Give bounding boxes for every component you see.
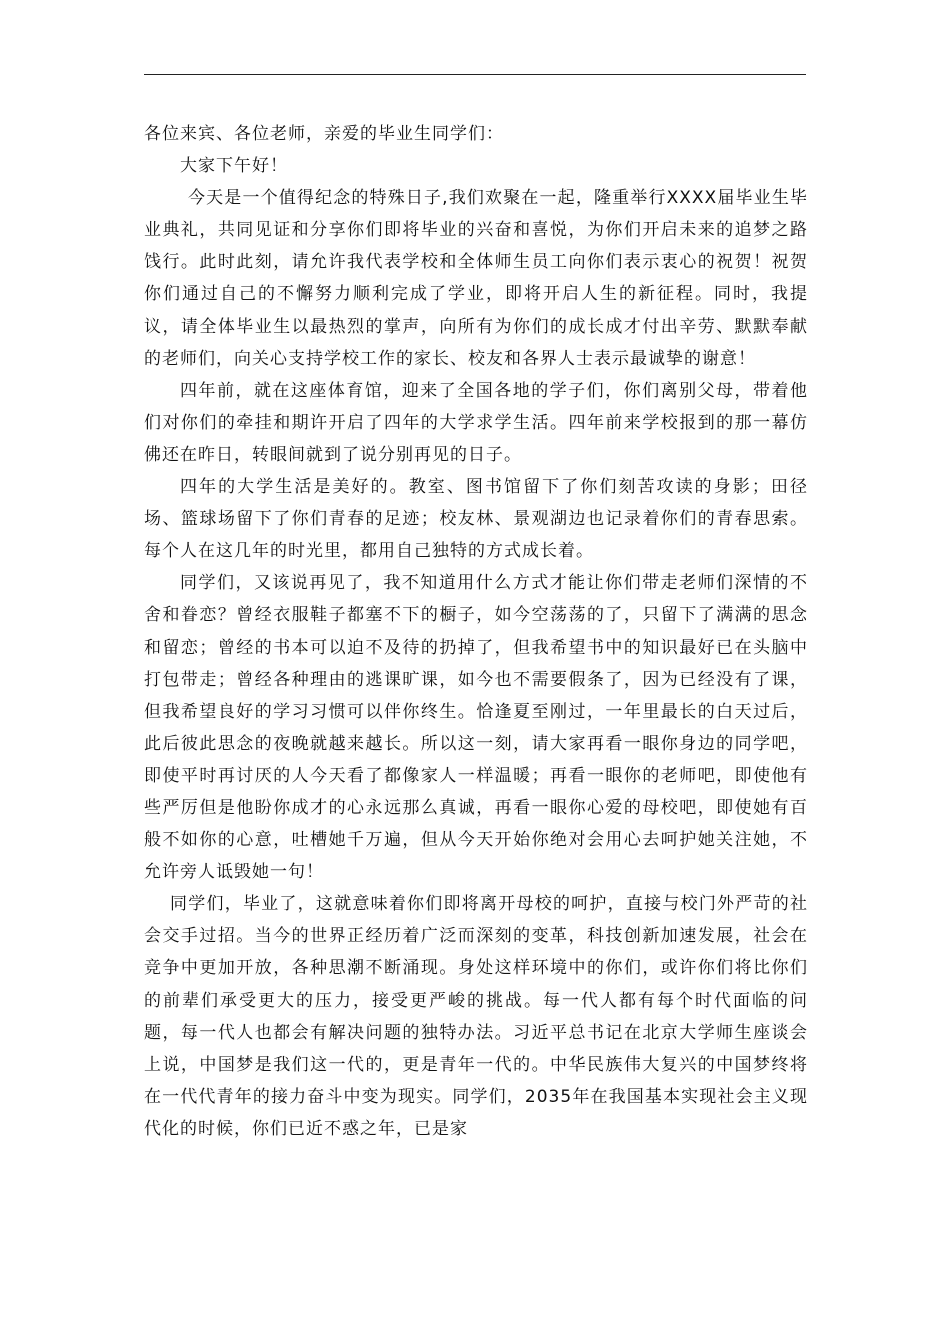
salutation: 各位来宾、各位老师，亲爱的毕业生同学们： (144, 124, 504, 144)
greeting: 大家下午好！ (180, 156, 288, 177)
paragraph-farewell: 同学们，又该说再见了，我不知道用什么方式才能让你们带走老师们深情的不舍和眷恋？曾经衣服鞋子都塞不下的橱子，如今空荡荡的了，只留下了满满的思念和留恋；曾经的书本可以迫不及待的扔掉了，但我希望书中的知识最好已在头脑中打包带走；曾经各种理由的逃课旷课，如今也不需要假条了，因为已经没有了课，但我希望良好的学习习惯可以伴你终生。恰逢夏至刚过，一年里最长的白天过后，此后彼此思念的夜晚就越来越长。所以这一刻，请大家再看一眼你身边的同学吧，即使平时再讨厌的人今天看了都像家人一样温暖；再看一眼你的老师吧，即使他有些严厉但是他盼你成才的心永远那么真诚，再看一眼你心爱的母校吧，即使她有百般不如你的心意，吐槽她千万遍，但从今天开始你绝对会用心去呵护她关注她，不允许旁人诋毁她一句！ (144, 573, 808, 883)
paragraph-four-years-ago: 四年前，就在这座体育馆，迎来了全国各地的学子们，你们离别父母，带着他们对你们的牵挂和期许开启了四年的大学求学生活。四年前来学校报到的那一幕仿佛还在昨日，转眼间就到了说分别再见的日子。 (144, 380, 808, 465)
paragraph-campus-life: 四年的大学生活是美好的。教室、图书馆留下了你们刻苦攻读的身影；田径场、篮球场留下了你们青春的足迹；校友林、景观湖边也记录着你们的青春思索。每个人在这几年的时光里，都用自己独特的方式成长着。 (144, 477, 808, 562)
paragraph-society: 同学们，毕业了，这就意味着你们即将离开母校的呵护，直接与校门外严苛的社会交手过招。当今的世界正经历着广泛而深刻的变革，科技创新加速发展，社会在竞争中更加开放，各种思潮不断涌现。身处这样环境中的你们，或许你们将比你们的前辈们承受更大的压力，接受更严峻的挑战。每一代人都有每个时代面临的问题，每一代人也都会有解决问题的独特办法。习近平总书记在北京大学师生座谈会上说，中国梦是我们这一代的，更是青年一代的。中华民族伟大复兴的中国梦终将在一代代青年的接力奋斗中变为现实。同学们，2035年在我国基本实现社会主义现代化的时候，你们已近不惑之年，已是家 (144, 894, 808, 1139)
paragraph-opening: 今天是一个值得纪念的特殊日子,我们欢聚在一起，隆重举行XXXX届毕业生毕业典礼，共同见证和分享你们即将毕业的兴奋和喜悦，为你们开启未来的追梦之路饯行。此时此刻，请允许我代表学校和全体师生员工向你们表示衷心的祝贺！祝贺你们通过自己的不懈努力顺利完成了学业，即将开启人生的新征程。同时，我提议，请全体毕业生以最热烈的掌声，向所有为你们的成长成才付出辛劳、默默奉献的老师们，向关心支持学校工作的家长、校友和各界人士表示最诚挚的谢意！ (144, 188, 808, 369)
header-rule (144, 74, 806, 75)
speech-document (144, 118, 808, 1145)
